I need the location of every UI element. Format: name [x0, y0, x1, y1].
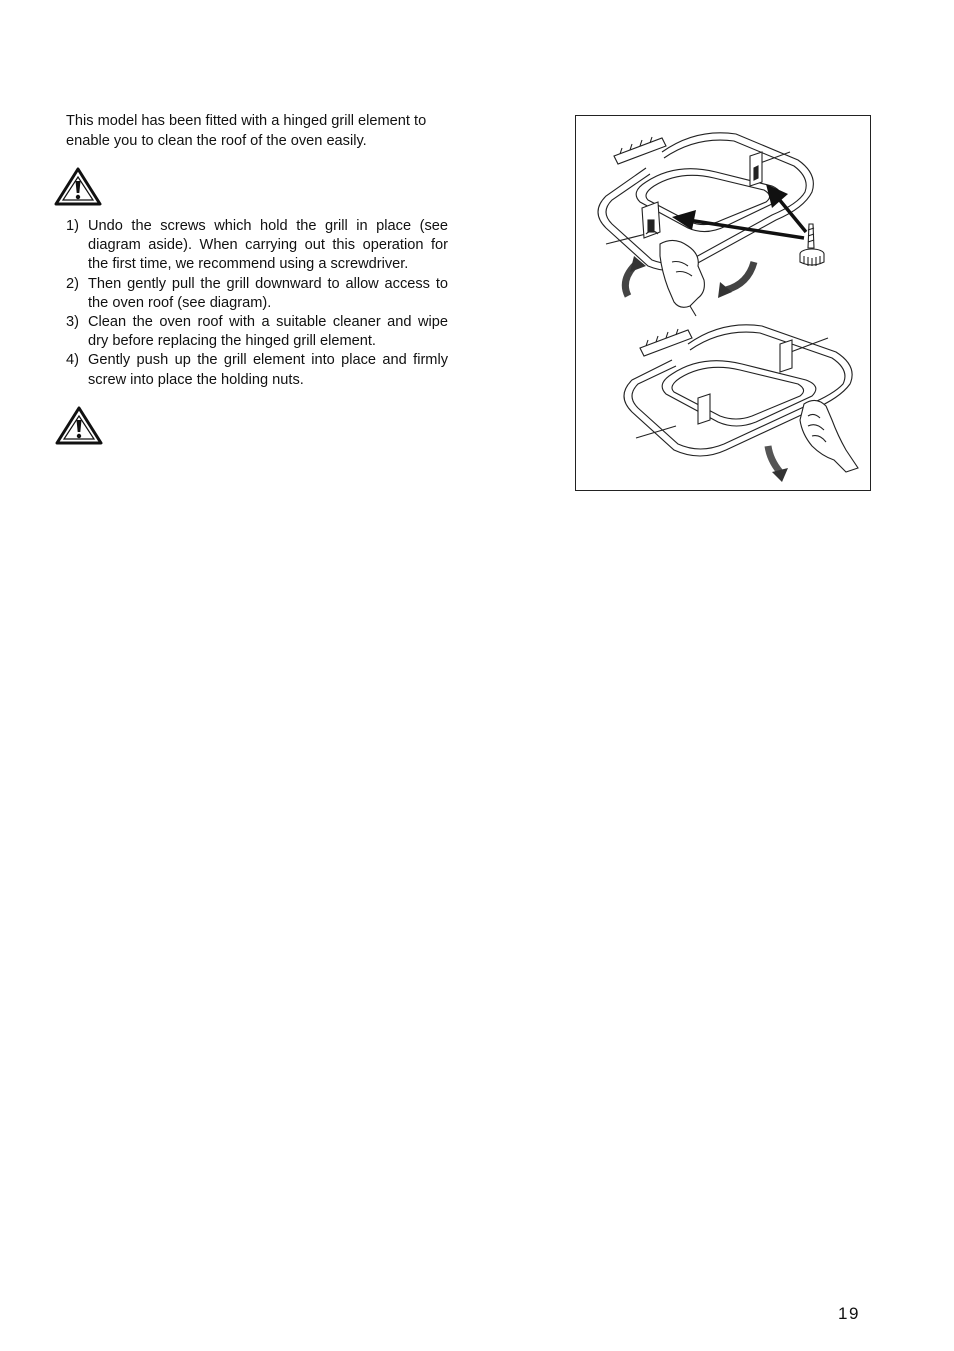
grill-illustration: [576, 116, 872, 492]
step-number: 1): [66, 218, 79, 234]
step-text: Then gently pull the grill downward to allow access to the oven roof (see diagram).: [88, 275, 448, 311]
intro-text: This model has been fitted with a hinged grill element to enable you to clean the roof of the oven easily.: [66, 113, 427, 149]
list-item: [66, 351, 448, 389]
grill-diagram: [575, 115, 871, 491]
list-item: [66, 275, 448, 313]
list-item: [66, 313, 448, 351]
warning-triangle-icon: [54, 166, 102, 206]
warning-triangle-icon: [55, 405, 103, 445]
page-number: 19: [838, 1304, 860, 1323]
instruction-steps: [66, 217, 448, 390]
step-number: 2): [66, 275, 79, 292]
step-number: 4): [66, 352, 79, 369]
step-text: Clean the oven roof with a suitable cleaner and wipe dry before replacing the hinged grill element.: [88, 314, 448, 350]
step-text: Gently push up the grill element into place and firmly screw into place the holding nuts.: [88, 352, 448, 388]
step-text: Undo the screws which hold the grill in place (see diagram aside). When carrying out this operation for the first time, we recommend using a screwdriver.: [88, 218, 448, 273]
list-item: [66, 217, 448, 275]
step-number: 3): [66, 314, 79, 331]
